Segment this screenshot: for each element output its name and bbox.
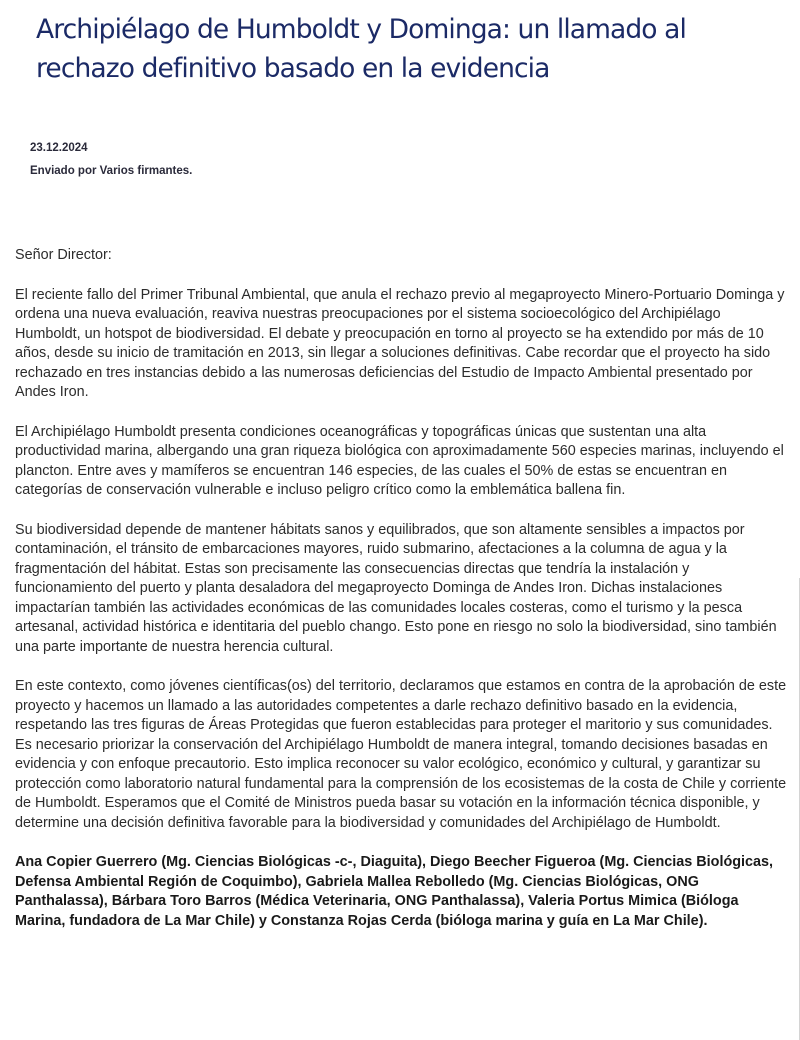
body-paragraph-4: En este contexto, como jóvenes científicas(os) del territorio, declaramos que estamos en contra de la aprobación de este proyecto y hacemos un llamado a las autoridades competentes a darle rechazo definitivo basado en la evidencia, respetando las tres figuras de Áreas Protegidas que fueron establecidas para proteger el maritorio y sus comunidades. Es necesario priorizar la conservación del Archipiélago Humboldt de manera integral, tomando decisiones basadas en evidencia y con enfoque precautorio. Esto implica reconocer su valor ecológico, económico y cultural, y garantizar su protección como laboratorio natural fundamental para la comprensión de los ecosistemas de la costa de Chile y corriente de Humboldt. Esperamos que el Comité de Ministros pueda basar su votación en la información técnica disponible, y determine una decisión definitiva favorable para la biodiversidad y comunidades del Archipiélago de Humboldt. — [15, 678, 787, 831]
article-title: Archipiélago de Humboldt y Dominga: un llamado al rechazo definitivo basado en la evidencia — [36, 14, 686, 84]
body-paragraph-2: El Archipiélago Humboldt presenta condiciones oceanográficas y topográficas únicas que sustentan una alta productividad marina, albergando una gran riqueza biológica con aproximadamente 560 especies marinas, incluyendo el plancton. Entre aves y mamíferos se encuentran 146 especies, de las cuales el 50% de estas se encuentran en categorías de conservación vulnerable e incluso peligro crítico como la emblemática ballena fin. — [15, 423, 784, 498]
body-paragraph-3: Su biodiversidad depende de mantener hábitats sanos y equilibrados, que son altamente sensibles a impactos por contaminación, el tránsito de embarcaciones mayores, ruido submarino, afectaciones a la columna de agua y la fragmentación del hábitat. Estas son precisamente las consecuencias directas que tendría la instalación y funcionamiento del puerto y planta desaladora del megaproyecto Dominga de Andes Iron. Dichas instalaciones impactarían también las actividades económicas de las comunidades locales costeras, como el turismo y la pesca artesanal, actividad histórica e identitaria del pueblo chango. Esto pone en riesgo no solo la biodiversidad, sino también una parte importante de nuestra herencia cultural. — [15, 521, 777, 655]
signatories: Ana Copier Guerrero (Mg. Ciencias Biológicas -c-, Diaguita), Diego Beecher Figueroa (Mg. Ciencias Biológicas, Defensa Ambiental Región de Coquimbo), Gabriela Mallea Rebolledo (Mg. Ciencias Biológicas, ONG Panthalassa), Bárbara Toro Barros (Médica Veterinaria, ONG Panthalassa), Valeria Portus Mimica (Bióloga Marina, fundadora de La Mar Chile) y Constanza Rojas Cerda (bióloga marina y guía en La Mar Chile). — [15, 854, 774, 929]
article-body — [15, 246, 787, 951]
publish-date: 23.12.2024 — [30, 142, 88, 154]
sent-by: Enviado por Varios firmantes. — [30, 165, 193, 177]
salutation: Señor Director: — [15, 247, 112, 263]
body-paragraph-1: El reciente fallo del Primer Tribunal Ambiental, que anula el rechazo previo al megaproyecto Minero-Portuario Dominga y ordena una nueva evaluación, reaviva nuestras preocupaciones por el sistema socioecológico del Archipiélago Humboldt, un hotspot de biodiversidad. El debate y preocupación en torno al proyecto se ha extendido por más de 10 años, desde su inicio de tramitación en 2013, sin llegar a soluciones definitivas. Cabe recordar que el proyecto ha sido rechazado en tres instancias debido a las numerosas deficiencias del Estudio de Impacto Ambiental presentado por Andes Iron. — [15, 286, 785, 400]
